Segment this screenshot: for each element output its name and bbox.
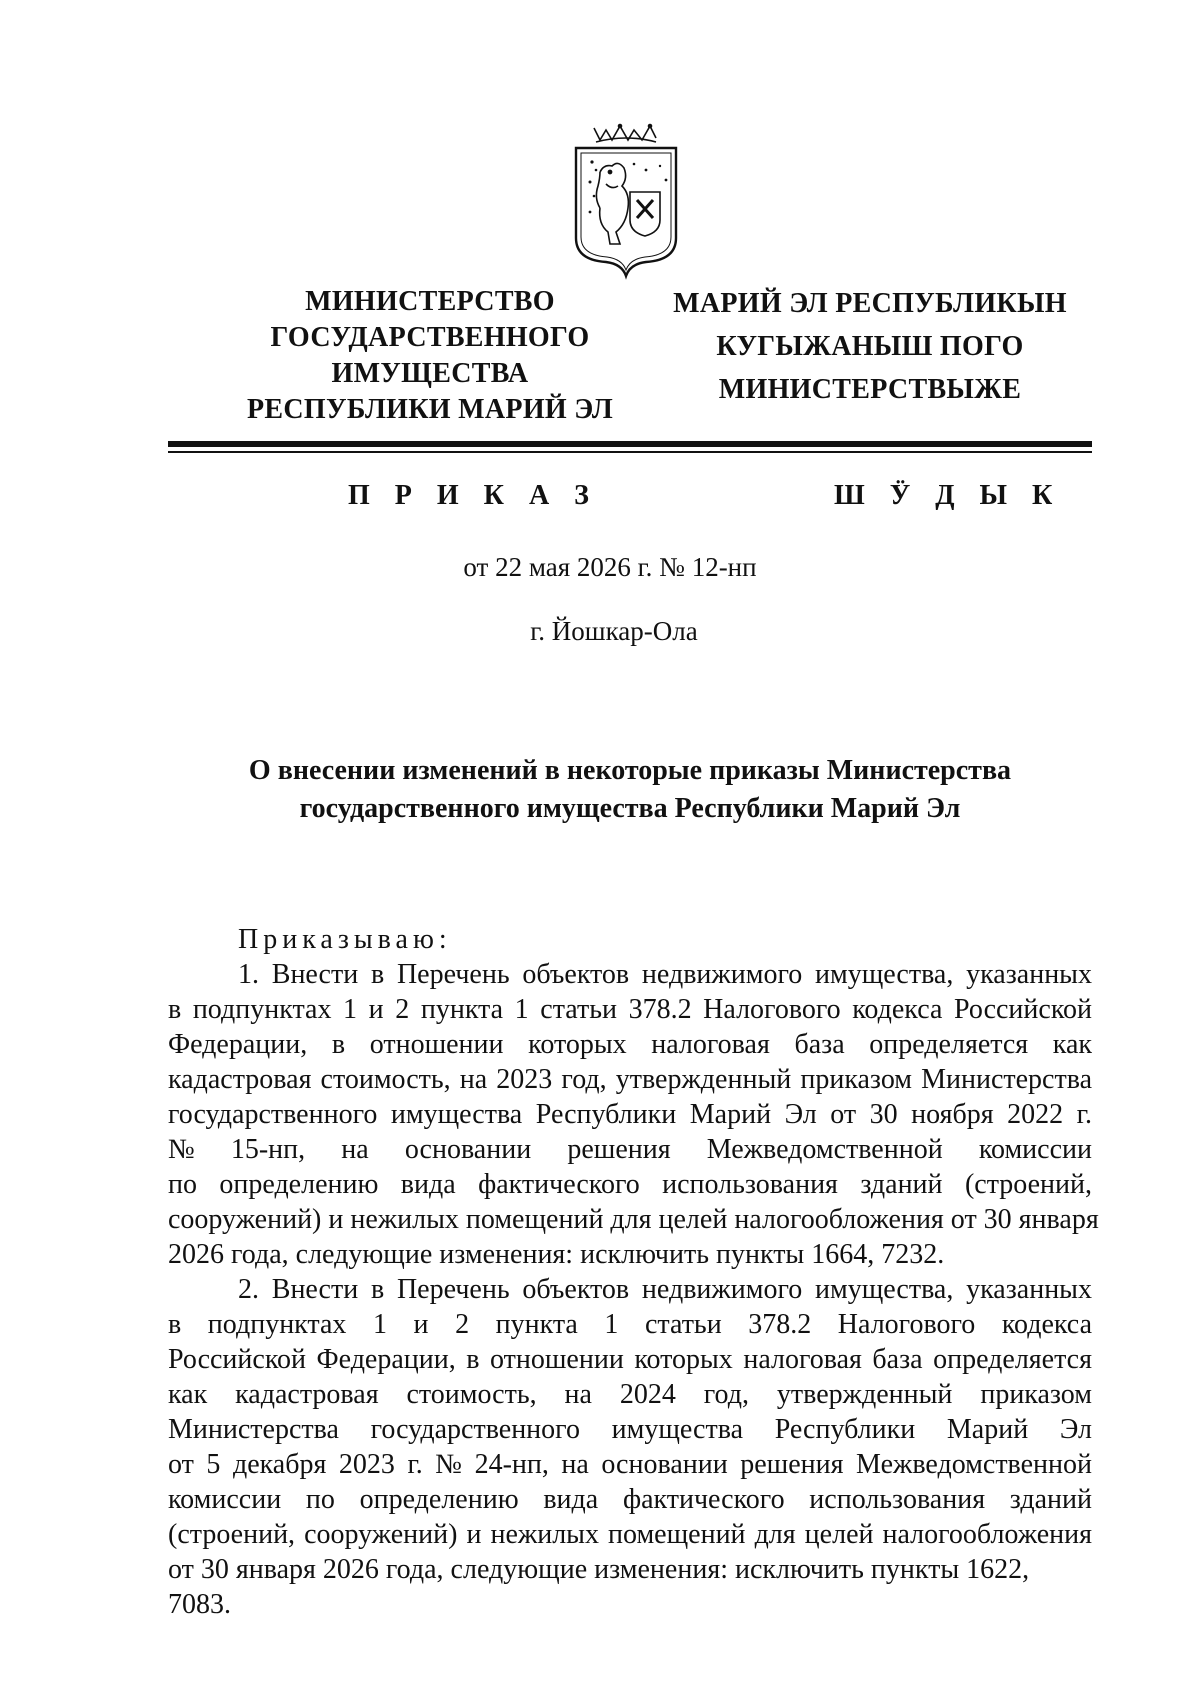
order-label-russian: П Р И К А З [348, 480, 598, 511]
order-date-number: от 22 мая 2026 г. № 12-нп [463, 552, 757, 582]
body-line: 2026 года, следующие изменения: исключить пункты 1664, 7232. [168, 1239, 945, 1270]
body-line: Министерства государственного имущества Республики Марий Эл [168, 1414, 1092, 1445]
body-line: от 5 декабря 2023 г. № 24-нп, на основании решения Межведомственной [168, 1449, 1092, 1480]
ordering-word: Приказываю: [238, 924, 452, 955]
ministry-name-line: КУГЫЖАНЫШ ПОГО [716, 331, 1024, 362]
body-line: 1. Внести в Перечень объектов недвижимого имущества, указанных [238, 959, 1092, 990]
header-divider-thick [168, 441, 1092, 447]
body-line: по определению вида фактического использования зданий (строений, [168, 1169, 1092, 1200]
coat-of-arms-icon [570, 120, 682, 282]
body-line: № 15-нп, на основании решения Межведомственной комиссии [168, 1134, 1092, 1165]
body-line: от 30 января 2026 года, следующие изменения: исключить пункты 1622, 7083. [168, 1554, 1030, 1620]
order-city: г. Йошкар-Ола [530, 616, 698, 646]
ministry-name-line: МАРИЙ ЭЛ РЕСПУБЛИКЫН [673, 288, 1067, 319]
ministry-name-russian [230, 284, 630, 428]
ministry-name-line: МИНИСТЕРСТВО [305, 286, 555, 317]
document-body [168, 922, 1099, 1620]
body-line: Федерации, в отношении которых налоговая база определяется как [168, 1029, 1092, 1060]
ministry-name-line: МИНИСТЕРСТВЫЖЕ [718, 374, 1022, 405]
paragraph-2 [168, 1272, 1092, 1620]
document-title-line: О внесении изменений в некоторые приказы Министерства [248, 755, 1012, 786]
paragraph-1 [168, 957, 1099, 1272]
body-line: в подпунктах 1 и 2 пункта 1 статьи 378.2 Налогового кодекса [168, 1309, 1092, 1340]
body-line: (строений, сооружений) и нежилых помещений для целей налогообложения [168, 1519, 1092, 1550]
header-divider-thin [168, 451, 1092, 453]
body-line: как кадастровая стоимость, на 2024 год, утвержденный приказом [168, 1379, 1092, 1410]
document-title-line: государственного имущества Республики Марий Эл [299, 793, 961, 824]
body-line: в подпунктах 1 и 2 пункта 1 статьи 378.2 Налогового кодекса Российской [168, 994, 1092, 1025]
order-label-mari: Ш Ӱ Д Ы К [834, 480, 1062, 511]
body-line: государственного имущества Республики Марий Эл от 30 ноября 2022 г. [168, 1099, 1092, 1130]
document-title [168, 752, 1092, 828]
ministry-name-line: ГОСУДАРСТВЕННОГО [270, 322, 590, 353]
ministry-name-line: ИМУЩЕСТВА [331, 358, 529, 389]
body-line: кадастровая стоимость, на 2023 год, утвержденный приказом Министерства [168, 1064, 1092, 1095]
body-line: Российской Федерации, в отношении которых налоговая база определяется [168, 1344, 1092, 1375]
body-line: 2. Внести в Перечень объектов недвижимого имущества, указанных [238, 1274, 1092, 1305]
ministry-name-mari [650, 282, 1090, 411]
body-line: сооружений) и нежилых помещений для целей налогообложения от 30 января [168, 1204, 1099, 1235]
ministry-name-line: РЕСПУБЛИКИ МАРИЙ ЭЛ [247, 394, 613, 425]
body-line: комиссии по определению вида фактического использования зданий [168, 1484, 1092, 1515]
